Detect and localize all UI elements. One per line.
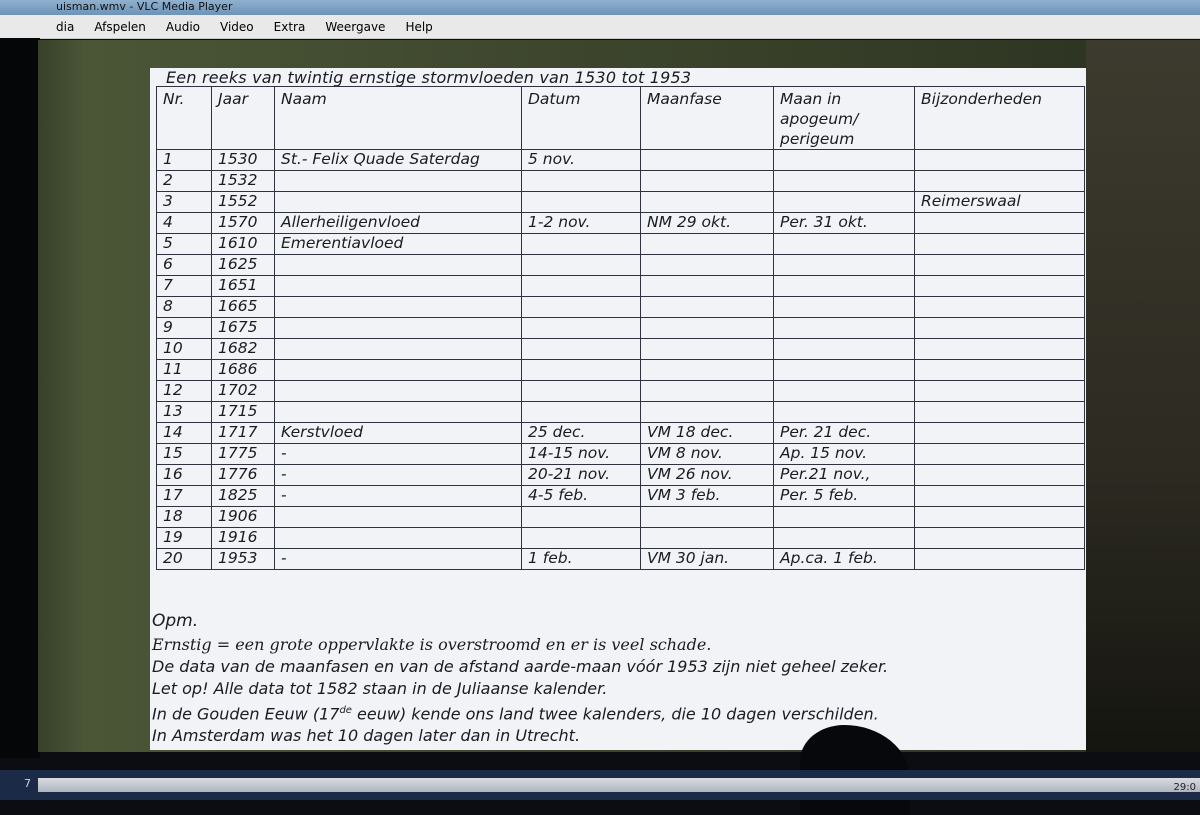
table-header-row — [157, 87, 1085, 150]
cell-nr: 6 — [157, 255, 212, 276]
cell-datum: 14-15 nov. — [522, 444, 641, 465]
table-row — [157, 549, 1085, 570]
cell-apogeum-perigeum — [774, 192, 915, 213]
cell-naam: - — [275, 549, 522, 570]
cell-bijzonderheden — [915, 171, 1085, 192]
notes-line: In Amsterdam was het 10 dagen later dan in Utrecht. — [152, 726, 581, 746]
header-bijzonderheden: Bijzonderheden — [915, 87, 1085, 150]
table-row — [157, 402, 1085, 423]
notes-line: Let op! Alle data tot 1582 staan in de Juliaanse kalender. — [152, 679, 608, 698]
cell-naam — [275, 276, 522, 297]
cell-maanfase — [641, 150, 774, 171]
table-row — [157, 486, 1085, 507]
table-row — [157, 444, 1085, 465]
cell-maanfase: VM 26 nov. — [641, 465, 774, 486]
cell-nr: 16 — [157, 465, 212, 486]
window-titlebar — [0, 0, 1200, 15]
notes-heading: Opm. — [152, 611, 199, 631]
cell-bijzonderheden — [915, 528, 1085, 549]
cell-jaar: 1906 — [212, 507, 275, 528]
cell-jaar: 1665 — [212, 297, 275, 318]
cell-nr: 8 — [157, 297, 212, 318]
cell-maanfase — [641, 192, 774, 213]
table-row — [157, 192, 1085, 213]
notes-block — [152, 610, 888, 747]
cell-bijzonderheden — [915, 150, 1085, 171]
cell-nr: 15 — [157, 444, 212, 465]
cell-nr: 11 — [157, 360, 212, 381]
screen-left-edge — [0, 38, 40, 758]
cell-naam — [275, 528, 522, 549]
cell-bijzonderheden — [915, 381, 1085, 402]
cell-nr: 2 — [157, 171, 212, 192]
cell-apogeum-perigeum: Ap. 15 nov. — [774, 444, 915, 465]
cell-nr: 17 — [157, 486, 212, 507]
table-row — [157, 381, 1085, 402]
cell-bijzonderheden — [915, 486, 1085, 507]
cell-datum: 4-5 feb. — [522, 486, 641, 507]
cell-naam: - — [275, 444, 522, 465]
cell-datum — [522, 360, 641, 381]
notes-line: De data van de maanfasen en van de afstand aarde-maan vóór 1953 zijn niet geheel zeker. — [152, 657, 889, 676]
menu-item-video[interactable]: Video — [220, 19, 254, 34]
cell-datum — [522, 276, 641, 297]
cell-bijzonderheden — [915, 213, 1085, 234]
cell-naam: - — [275, 465, 522, 486]
cell-maanfase — [641, 402, 774, 423]
notes-text: eeuw) kende ons land twee kalenders, die 10 dagen verschilden. — [351, 704, 879, 724]
cell-datum: 1-2 nov. — [522, 213, 641, 234]
table-row — [157, 171, 1085, 192]
table-row — [157, 465, 1085, 486]
header-jaar: Jaar — [212, 87, 275, 150]
taskbar — [0, 770, 1200, 800]
cell-nr: 12 — [157, 381, 212, 402]
cell-bijzonderheden — [915, 339, 1085, 360]
cell-nr: 10 — [157, 339, 212, 360]
cell-nr: 1 — [157, 150, 212, 171]
cell-naam — [275, 318, 522, 339]
cell-bijzonderheden — [915, 360, 1085, 381]
cell-maanfase: VM 8 nov. — [641, 444, 774, 465]
menu-item-audio[interactable]: Audio — [165, 19, 201, 34]
cell-apogeum-perigeum — [774, 381, 915, 402]
cell-nr: 9 — [157, 318, 212, 339]
cell-bijzonderheden — [915, 465, 1085, 486]
menu-item-help[interactable]: Help — [405, 19, 433, 34]
header-nr: Nr. — [157, 87, 212, 150]
cell-apogeum-perigeum: Per. 21 dec. — [774, 423, 915, 444]
menu-item-weergave[interactable]: Weergave — [325, 19, 386, 34]
cell-maanfase — [641, 255, 774, 276]
taskbar-number: 7 — [24, 777, 31, 790]
projected-document — [150, 68, 1086, 750]
cell-datum: 20-21 nov. — [522, 465, 641, 486]
cell-bijzonderheden — [915, 255, 1085, 276]
cell-maanfase — [641, 297, 774, 318]
cell-apogeum-perigeum — [774, 339, 915, 360]
header-naam: Naam — [275, 87, 522, 150]
cell-apogeum-perigeum — [774, 507, 915, 528]
cell-datum — [522, 528, 641, 549]
cell-datum — [522, 192, 641, 213]
stormvloed-table — [156, 86, 1085, 570]
cell-naam — [275, 192, 522, 213]
cell-naam — [275, 360, 522, 381]
table-row — [157, 297, 1085, 318]
cell-bijzonderheden: Reimerswaal — [915, 192, 1085, 213]
cell-jaar: 1530 — [212, 150, 275, 171]
cell-jaar: 1702 — [212, 381, 275, 402]
table-row — [157, 150, 1085, 171]
table-row — [157, 318, 1085, 339]
cell-bijzonderheden — [915, 402, 1085, 423]
cell-maanfase — [641, 171, 774, 192]
table-row — [157, 234, 1085, 255]
notes-line — [152, 700, 888, 725]
cell-apogeum-perigeum — [774, 528, 915, 549]
cell-datum — [522, 234, 641, 255]
cell-datum — [522, 402, 641, 423]
cell-jaar: 1686 — [212, 360, 275, 381]
cell-nr: 18 — [157, 507, 212, 528]
cell-datum — [522, 318, 641, 339]
menu-item-media[interactable]: dia — [56, 19, 75, 34]
cell-nr: 20 — [157, 549, 212, 570]
cell-naam: - — [275, 486, 522, 507]
cell-bijzonderheden — [915, 234, 1085, 255]
cell-maanfase — [641, 528, 774, 549]
cell-datum — [522, 255, 641, 276]
cell-apogeum-perigeum — [774, 297, 915, 318]
cell-naam — [275, 507, 522, 528]
cell-maanfase — [641, 339, 774, 360]
cell-jaar: 1776 — [212, 465, 275, 486]
cell-maanfase — [641, 381, 774, 402]
cell-apogeum-perigeum — [774, 360, 915, 381]
cell-jaar: 1552 — [212, 192, 275, 213]
cell-maanfase: VM 18 dec. — [641, 423, 774, 444]
cell-naam — [275, 402, 522, 423]
taskbar-clock: 29:0 — [1173, 782, 1196, 793]
cell-naam: Kerstvloed — [275, 423, 522, 444]
cell-datum: 5 nov. — [522, 150, 641, 171]
cell-naam — [275, 381, 522, 402]
cell-maanfase: VM 30 jan. — [641, 549, 774, 570]
cell-maanfase — [641, 318, 774, 339]
cell-datum — [522, 171, 641, 192]
cell-jaar: 1775 — [212, 444, 275, 465]
table-row — [157, 507, 1085, 528]
cell-maanfase: NM 29 okt. — [641, 213, 774, 234]
cell-bijzonderheden — [915, 297, 1085, 318]
cell-bijzonderheden — [915, 423, 1085, 444]
cell-bijzonderheden — [915, 507, 1085, 528]
cell-datum: 1 feb. — [522, 549, 641, 570]
cell-apogeum-perigeum — [774, 255, 915, 276]
cell-datum — [522, 297, 641, 318]
cell-maanfase — [641, 234, 774, 255]
cell-nr: 14 — [157, 423, 212, 444]
cell-nr: 3 — [157, 192, 212, 213]
cell-nr: 5 — [157, 234, 212, 255]
cell-jaar: 1570 — [212, 213, 275, 234]
cell-jaar: 1715 — [212, 402, 275, 423]
cell-nr: 7 — [157, 276, 212, 297]
menu-item-afspelen[interactable]: Afspelen — [94, 19, 146, 34]
cell-apogeum-perigeum: Per. 31 okt. — [774, 213, 915, 234]
cell-naam: Allerheiligenvloed — [275, 213, 522, 234]
cell-jaar: 1717 — [212, 423, 275, 444]
cell-apogeum-perigeum — [774, 171, 915, 192]
cell-naam: Emerentiavloed — [275, 234, 522, 255]
cell-bijzonderheden — [915, 549, 1085, 570]
cell-jaar: 1916 — [212, 528, 275, 549]
menu-item-extra[interactable]: Extra — [273, 19, 306, 34]
cell-jaar: 1825 — [212, 486, 275, 507]
table-row — [157, 360, 1085, 381]
table-row — [157, 213, 1085, 234]
header-maanfase: Maanfase — [641, 87, 774, 150]
cell-jaar: 1675 — [212, 318, 275, 339]
cell-jaar: 1625 — [212, 255, 275, 276]
cell-bijzonderheden — [915, 444, 1085, 465]
table-row — [157, 339, 1085, 360]
menu-bar — [0, 15, 1200, 39]
cell-naam — [275, 339, 522, 360]
cell-jaar: 1610 — [212, 234, 275, 255]
table-row — [157, 423, 1085, 444]
cell-apogeum-perigeum — [774, 234, 915, 255]
notes-superscript: de — [339, 705, 352, 716]
cell-datum — [522, 339, 641, 360]
header-datum: Datum — [522, 87, 641, 150]
cell-bijzonderheden — [915, 276, 1085, 297]
cell-maanfase — [641, 276, 774, 297]
cell-datum — [522, 381, 641, 402]
cell-datum: 25 dec. — [522, 423, 641, 444]
notes-text: In de Gouden Eeuw (17 — [152, 704, 340, 724]
cell-apogeum-perigeum: Per.21 nov., — [774, 465, 915, 486]
cell-maanfase — [641, 360, 774, 381]
cell-naam: St.- Felix Quade Saterdag — [275, 150, 522, 171]
cell-naam — [275, 255, 522, 276]
cell-jaar: 1532 — [212, 171, 275, 192]
table-row — [157, 528, 1085, 549]
cell-apogeum-perigeum — [774, 402, 915, 423]
notes-line: Ernstig = een grote oppervlakte is overstroomd en er is veel schade. — [152, 635, 712, 654]
cell-jaar: 1651 — [212, 276, 275, 297]
cell-maanfase: VM 3 feb. — [641, 486, 774, 507]
header-apogeum-perigeum: Maan in apogeum/ perigeum — [774, 87, 915, 150]
cell-datum — [522, 507, 641, 528]
window-title: uisman.wmv - VLC Media Player — [56, 0, 233, 13]
table-row — [157, 276, 1085, 297]
cell-apogeum-perigeum — [774, 318, 915, 339]
cell-jaar: 1953 — [212, 549, 275, 570]
cell-apogeum-perigeum: Per. 5 feb. — [774, 486, 915, 507]
document-title: Een reeks van twintig ernstige stormvloeden van 1530 tot 1953 — [166, 68, 692, 87]
cell-apogeum-perigeum — [774, 276, 915, 297]
table-row — [157, 255, 1085, 276]
cell-jaar: 1682 — [212, 339, 275, 360]
cell-naam — [275, 297, 522, 318]
cell-nr: 19 — [157, 528, 212, 549]
cell-apogeum-perigeum: Ap.ca. 1 feb. — [774, 549, 915, 570]
cell-nr: 13 — [157, 402, 212, 423]
cell-naam — [275, 171, 522, 192]
taskbar-progress-strip[interactable] — [38, 778, 1200, 792]
cell-nr: 4 — [157, 213, 212, 234]
table-body — [157, 150, 1085, 570]
cell-maanfase — [641, 507, 774, 528]
cell-bijzonderheden — [915, 318, 1085, 339]
video-background-wall — [1086, 40, 1200, 752]
cell-apogeum-perigeum — [774, 150, 915, 171]
